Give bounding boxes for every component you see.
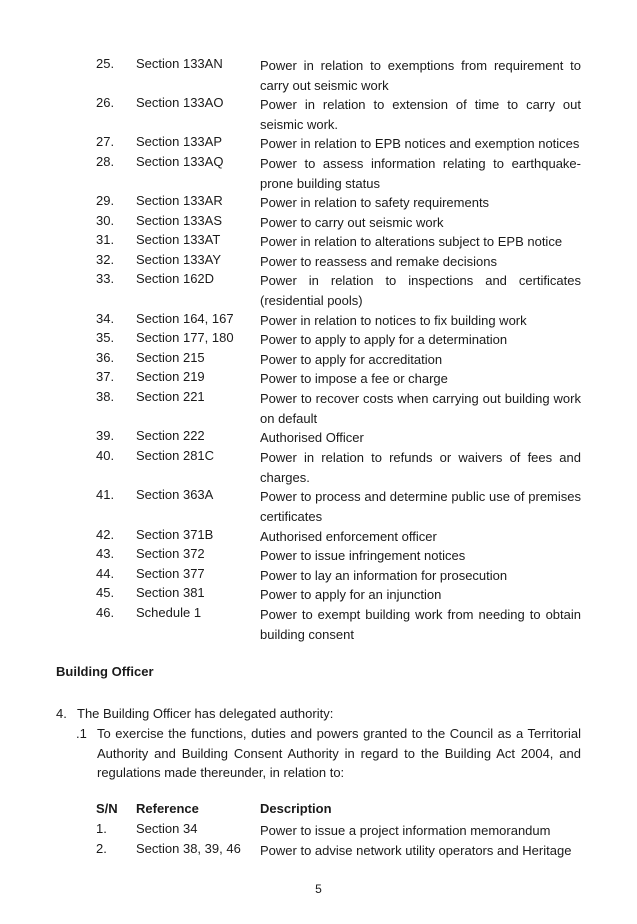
- row-description: Power to apply for an injunction: [260, 587, 442, 602]
- row-number: 34.: [96, 311, 115, 326]
- paragraph-number: .1: [76, 726, 87, 741]
- row-description: Authorised Officer: [260, 430, 364, 445]
- row-section: Section 34: [136, 821, 198, 836]
- row-number: 32.: [96, 252, 115, 267]
- row-description: Power to issue a project information memorandum: [260, 823, 551, 838]
- row-number: 28.: [96, 154, 115, 169]
- row-section: Section 164, 167: [136, 311, 234, 326]
- row-section: Section 221: [136, 389, 205, 404]
- row-number: 45.: [96, 585, 115, 600]
- row-description: Power in relation to alterations subject to EPB notice: [260, 234, 563, 249]
- paragraph-text: The Building Officer has delegated authority:: [77, 706, 334, 721]
- row-description: Power in relation to refunds or waivers of fees and charges.: [260, 450, 581, 485]
- row-section: Section 377: [136, 566, 205, 581]
- row-description: Power in relation to exemptions from requirement to carry out seismic work: [260, 58, 581, 93]
- row-description: Power to exempt building work from needing to obtain building consent: [260, 607, 581, 642]
- row-section: Section 38, 39, 46: [136, 841, 241, 856]
- row-number: 46.: [96, 605, 115, 620]
- header-sn: S/N: [96, 801, 118, 816]
- row-section: Section 133AQ: [136, 154, 224, 169]
- row-description: Power to apply for accreditation: [260, 352, 443, 367]
- row-description: Power in relation to EPB notices and exemption notices: [260, 136, 580, 151]
- row-section: Section 133AY: [136, 252, 222, 267]
- paragraph-text: To exercise the functions, duties and powers granted to the Council as a Territorial Authority and Building Consent Authority in regard to the Building Act 2004, and regulations made thereunder, in relation to:: [97, 726, 581, 780]
- row-section: Section 133AS: [136, 213, 223, 228]
- row-section: Section 177, 180: [136, 330, 234, 345]
- row-section: Section 371B: [136, 527, 214, 542]
- row-description: Power to reassess and remake decisions: [260, 254, 498, 269]
- row-number: 2.: [96, 841, 107, 856]
- row-section: Section 381: [136, 585, 205, 600]
- row-description: Power to carry out seismic work: [260, 215, 444, 230]
- row-section: Section 133AN: [136, 56, 223, 71]
- row-number: 25.: [96, 56, 115, 71]
- page-number: 5: [315, 882, 322, 896]
- paragraph-number: 4.: [56, 706, 67, 721]
- row-description: Power in relation to inspections and certificates (residential pools): [260, 273, 581, 308]
- row-description: Power in relation to extension of time to carry out seismic work.: [260, 97, 581, 132]
- row-description: Power to apply to apply for a determination: [260, 332, 508, 347]
- row-section: Schedule 1: [136, 605, 202, 620]
- row-description: Power to recover costs when carrying out building work on default: [260, 391, 581, 426]
- row-description: Power in relation to notices to fix building work: [260, 313, 527, 328]
- row-section: Section 133AT: [136, 232, 221, 247]
- header-reference: Reference: [136, 801, 199, 816]
- row-section: Section 372: [136, 546, 205, 561]
- row-number: 1.: [96, 821, 107, 836]
- row-section: Section 162D: [136, 271, 215, 286]
- row-section: Section 133AR: [136, 193, 223, 208]
- row-section: Section 133AO: [136, 95, 224, 110]
- row-description: Power to issue infringement notices: [260, 548, 466, 563]
- row-description: Power in relation to safety requirements: [260, 195, 490, 210]
- section-heading: Building Officer: [56, 664, 154, 679]
- row-number: 41.: [96, 487, 115, 502]
- row-number: 44.: [96, 566, 115, 581]
- row-number: 26.: [96, 95, 115, 110]
- row-number: 29.: [96, 193, 115, 208]
- row-number: 36.: [96, 350, 115, 365]
- row-number: 35.: [96, 330, 115, 345]
- row-number: 43.: [96, 546, 115, 561]
- row-section: Section 281C: [136, 448, 215, 463]
- row-number: 40.: [96, 448, 115, 463]
- row-number: 33.: [96, 271, 115, 286]
- row-description: Power to lay an information for prosecution: [260, 568, 508, 583]
- row-number: 42.: [96, 527, 115, 542]
- row-description: Authorised enforcement officer: [260, 529, 437, 544]
- row-number: 27.: [96, 134, 115, 149]
- header-description: Description: [260, 801, 332, 816]
- row-description: Power to process and determine public use of premises certificates: [260, 489, 581, 524]
- row-section: Section 363A: [136, 487, 214, 502]
- row-description: Power to impose a fee or charge: [260, 371, 448, 386]
- row-description: Power to advise network utility operators and Heritage: [260, 843, 572, 858]
- row-section: Section 215: [136, 350, 205, 365]
- row-section: Section 222: [136, 428, 205, 443]
- row-number: 37.: [96, 369, 115, 384]
- row-section: Section 219: [136, 369, 205, 384]
- row-number: 39.: [96, 428, 115, 443]
- row-section: Section 133AP: [136, 134, 223, 149]
- row-number: 31.: [96, 232, 115, 247]
- row-number: 38.: [96, 389, 115, 404]
- row-number: 30.: [96, 213, 115, 228]
- row-description: Power to assess information relating to earthquake-prone building status: [260, 156, 581, 191]
